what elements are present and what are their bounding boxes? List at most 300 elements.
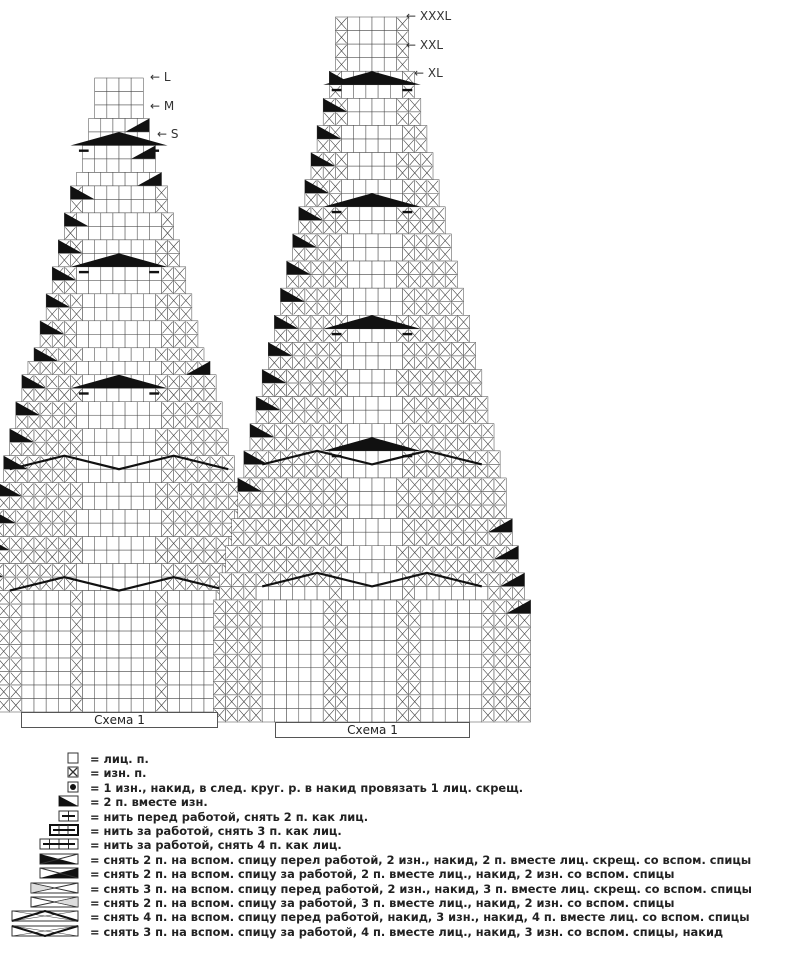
- knit-cell: [101, 523, 113, 536]
- purl-cell: [335, 559, 347, 573]
- size-label-xxxl: ← XXXL: [406, 9, 452, 23]
- purl-cell: [180, 375, 192, 388]
- purl-cell: [155, 591, 167, 604]
- cable-3-back-icon: [30, 896, 79, 908]
- knit-cell: [372, 424, 384, 438]
- purl-cell: [457, 315, 469, 329]
- purl-cell: [329, 410, 341, 424]
- purl-cell: [305, 193, 317, 207]
- knit-cell: [180, 591, 192, 604]
- size-label-s: ← S: [157, 127, 179, 141]
- purl-cell: [488, 464, 500, 478]
- purl-cell: [22, 442, 34, 455]
- knit-cell: [119, 496, 131, 509]
- knit-cell: [113, 415, 125, 428]
- knit-cell: [131, 483, 143, 496]
- knit-cell: [390, 125, 402, 139]
- purl-cell: [274, 546, 286, 560]
- purl-cell: [174, 334, 186, 347]
- knit-cell: [470, 695, 482, 709]
- purl-cell: [70, 618, 82, 631]
- knit-cell: [378, 410, 390, 424]
- knit-cell: [137, 523, 149, 536]
- knit-cell: [287, 627, 299, 641]
- knit-cell: [113, 267, 125, 280]
- purl-cell: [439, 519, 451, 533]
- purl-cell: [470, 370, 482, 384]
- purl-cell: [396, 478, 408, 492]
- legend-item: = лиц. п.: [0, 752, 800, 766]
- purl-cell: [16, 523, 28, 536]
- purl-cell: [28, 415, 40, 428]
- knit-cell: [360, 166, 372, 180]
- knit-cell: [421, 600, 433, 614]
- purl-cell: [403, 586, 415, 600]
- knit-cell: [384, 654, 396, 668]
- purl-cell: [396, 708, 408, 722]
- knit-cell: [299, 681, 311, 695]
- knit-cell: [390, 139, 402, 153]
- purl-cell: [494, 559, 506, 573]
- purl-cell: [439, 302, 451, 316]
- knit-cell: [384, 478, 396, 492]
- knit-cell: [77, 280, 89, 293]
- purl-cell: [317, 247, 329, 261]
- knit-cell: [83, 145, 95, 158]
- knit-cell: [348, 627, 360, 641]
- knit-cell: [46, 645, 58, 658]
- knit-cell: [149, 226, 161, 239]
- knit-cell: [341, 288, 353, 302]
- purl-cell: [46, 537, 58, 550]
- knit-cell: [274, 708, 286, 722]
- knit-cell: [137, 334, 149, 347]
- knit-cell: [372, 505, 384, 519]
- purl-cell: [155, 604, 167, 617]
- knit-cell: [192, 645, 204, 658]
- cable-4-back-icon: [11, 925, 79, 937]
- knit-cell: [83, 294, 95, 307]
- purl-cell: [52, 523, 64, 536]
- knit-cell: [360, 627, 372, 641]
- purl-cell: [323, 275, 335, 289]
- purl-cell: [445, 559, 457, 573]
- purl-cell: [421, 153, 433, 167]
- knit-cell: [341, 397, 353, 411]
- purl-cell: [161, 523, 173, 536]
- knit-cell: [107, 159, 119, 172]
- knit-cell: [372, 627, 384, 641]
- purl-cell: [293, 302, 305, 316]
- purl-cell: [70, 604, 82, 617]
- knit-cell: [95, 91, 107, 104]
- purl-cell: [268, 410, 280, 424]
- knit-cell: [77, 564, 89, 577]
- purl-cell: [506, 708, 518, 722]
- purl-cell: [433, 492, 445, 506]
- purl-cell: [22, 537, 34, 550]
- slip-mark: [149, 271, 159, 273]
- knit-cell: [83, 604, 95, 617]
- purl-cell: [415, 464, 427, 478]
- knit-cell: [119, 483, 131, 496]
- purl-cell: [403, 410, 415, 424]
- purl-cell: [58, 375, 70, 388]
- purl-cell: [226, 641, 238, 655]
- knit-cell: [287, 668, 299, 682]
- purl-cell: [238, 505, 250, 519]
- knit-cell: [366, 342, 378, 356]
- purl-cell: [329, 586, 341, 600]
- knit-cell: [476, 586, 488, 600]
- purl-cell: [40, 510, 52, 523]
- purl-cell: [464, 397, 476, 411]
- knit-cell: [384, 153, 396, 167]
- knit-cell: [95, 159, 107, 172]
- purl-cell: [335, 695, 347, 709]
- knit-cell: [445, 681, 457, 695]
- knit-cell: [192, 591, 204, 604]
- knit-cell: [421, 654, 433, 668]
- purl-cell: [409, 261, 421, 275]
- knit-cell: [366, 586, 378, 600]
- purl-cell: [421, 424, 433, 438]
- purl-cell: [213, 695, 225, 709]
- knit-cell: [34, 618, 46, 631]
- knit-cell: [341, 180, 353, 194]
- knit-cell: [89, 523, 101, 536]
- knit-cell: [107, 685, 119, 698]
- knit-cell: [149, 510, 161, 523]
- knit-cell: [256, 586, 268, 600]
- purl-cell: [335, 627, 347, 641]
- purl-cell: [415, 397, 427, 411]
- purl-cell: [155, 496, 167, 509]
- knit-cell: [470, 668, 482, 682]
- purl-cell: [274, 424, 286, 438]
- purl-cell: [305, 410, 317, 424]
- knit-cell: [137, 321, 149, 334]
- purl-cell: [421, 315, 433, 329]
- knit-cell: [299, 695, 311, 709]
- purl-cell: [421, 329, 433, 343]
- purl-cell: [470, 437, 482, 451]
- purl-cell: [329, 397, 341, 411]
- purl-cell: [70, 199, 82, 212]
- knit-cell: [83, 699, 95, 712]
- purl-cell: [64, 280, 76, 293]
- knit-cell: [366, 234, 378, 248]
- knit-cell: [149, 577, 161, 590]
- purl-cell: [403, 451, 415, 465]
- purl-cell: [311, 437, 323, 451]
- purl-cell: [210, 523, 222, 536]
- purl-cell: [186, 321, 198, 334]
- purl-cell: [427, 193, 439, 207]
- knit-cell: [22, 591, 34, 604]
- knit-cell: [131, 672, 143, 685]
- purl-cell: [335, 261, 347, 275]
- knit-cell: [125, 523, 137, 536]
- purl-cell: [0, 523, 4, 536]
- knit-cell: [46, 591, 58, 604]
- knit-cell: [95, 78, 107, 91]
- knit-cell: [113, 118, 125, 131]
- purl-cell: [482, 546, 494, 560]
- knit-cell: [119, 685, 131, 698]
- knit-cell: [457, 614, 469, 628]
- purl-cell: [186, 523, 198, 536]
- knit-cell: [101, 321, 113, 334]
- purl-cell: [287, 559, 299, 573]
- knit-cell: [384, 275, 396, 289]
- knit-cell: [149, 280, 161, 293]
- knit-cell: [46, 658, 58, 671]
- knit-cell: [89, 415, 101, 428]
- knit-cell: [101, 469, 113, 482]
- purl-cell: [256, 519, 268, 533]
- purl-cell: [198, 564, 210, 577]
- purl-cell: [323, 559, 335, 573]
- purl-cell: [28, 469, 40, 482]
- purl-cell: [317, 397, 329, 411]
- purl-cell: [250, 641, 262, 655]
- purl-cell: [433, 207, 445, 221]
- knit-cell: [125, 267, 137, 280]
- purl-cell: [494, 600, 506, 614]
- purl-cell: [421, 437, 433, 451]
- purl-cell: [70, 672, 82, 685]
- knit-cell: [378, 288, 390, 302]
- knit-cell: [77, 172, 89, 185]
- purl-cell: [488, 586, 500, 600]
- purl-cell: [335, 668, 347, 682]
- knit-cell: [274, 681, 286, 695]
- knit-cell: [311, 708, 323, 722]
- purl-cell: [293, 410, 305, 424]
- knit-cell: [445, 627, 457, 641]
- knit-cell: [372, 329, 384, 343]
- purl-cell: [274, 329, 286, 343]
- knit-cell: [348, 478, 360, 492]
- knit-cell: [107, 240, 119, 253]
- size-label-m: ← M: [150, 99, 175, 113]
- purl-cell: [494, 654, 506, 668]
- knit-cell: [421, 668, 433, 682]
- purl-cell: [10, 658, 22, 671]
- knit-cell: [192, 672, 204, 685]
- knit-cell: [360, 478, 372, 492]
- purl-cell: [451, 519, 463, 533]
- knit-cell: [341, 247, 353, 261]
- purl-cell: [335, 681, 347, 695]
- purl-cell: [323, 424, 335, 438]
- purl-cell: [262, 492, 274, 506]
- knit-cell: [143, 631, 155, 644]
- knit-cell: [95, 537, 107, 550]
- purl-cell: [70, 294, 82, 307]
- purl-cell: [457, 505, 469, 519]
- knit-cell: [372, 614, 384, 628]
- knit-cell: [384, 641, 396, 655]
- knit-cell: [384, 424, 396, 438]
- purl-cell: [299, 492, 311, 506]
- knit-cell: [125, 213, 137, 226]
- purl-cell: [494, 641, 506, 655]
- knit-cell: [180, 631, 192, 644]
- purl-cell: [52, 361, 64, 374]
- purl-cell: [415, 410, 427, 424]
- knit-cell: [348, 600, 360, 614]
- slip-mark: [79, 149, 89, 151]
- purl-cell: [335, 166, 347, 180]
- purl-cell: [10, 442, 22, 455]
- purl-cell: [427, 302, 439, 316]
- knit-cell: [22, 604, 34, 617]
- knit-cell: [366, 464, 378, 478]
- knit-cell: [433, 614, 445, 628]
- purl-cell: [293, 397, 305, 411]
- knit-cell: [360, 708, 372, 722]
- knit-cell: [354, 586, 366, 600]
- knit-cell: [131, 618, 143, 631]
- purl-cell: [305, 464, 317, 478]
- knit-cell: [341, 85, 353, 99]
- knit-cell: [137, 226, 149, 239]
- knit-cell: [101, 213, 113, 226]
- purl-cell: [518, 668, 530, 682]
- purl-cell: [323, 492, 335, 506]
- knit-cell: [262, 614, 274, 628]
- knit-cell: [77, 577, 89, 590]
- purl-cell: [403, 464, 415, 478]
- purl-cell: [482, 478, 494, 492]
- purl-cell: [0, 496, 10, 509]
- knit-cell: [113, 334, 125, 347]
- purl-cell: [250, 546, 262, 560]
- purl-cell: [64, 334, 76, 347]
- knit-cell: [83, 348, 95, 361]
- purl-cell: [506, 627, 518, 641]
- purl-cell: [40, 577, 52, 590]
- knit-cell: [354, 288, 366, 302]
- purl-cell: [439, 234, 451, 248]
- purl-cell: [280, 356, 292, 370]
- purl-cell: [403, 397, 415, 411]
- purl-cell: [168, 388, 180, 401]
- purl-cell: [250, 695, 262, 709]
- purl-cell: [216, 496, 228, 509]
- purl-cell: [323, 329, 335, 343]
- knit-cell: [348, 695, 360, 709]
- purl-cell: [274, 478, 286, 492]
- purl-cell: [506, 668, 518, 682]
- purl-cell: [335, 44, 347, 58]
- purl-cell: [439, 288, 451, 302]
- knit-cell: [360, 220, 372, 234]
- purl-cell: [403, 302, 415, 316]
- purl-cell: [299, 220, 311, 234]
- knit-cell: [89, 321, 101, 334]
- purl-cell: [482, 559, 494, 573]
- knit-cell: [378, 356, 390, 370]
- knit-cell: [311, 614, 323, 628]
- knit-cell: [131, 199, 143, 212]
- purl-cell: [155, 429, 167, 442]
- purl-cell: [161, 361, 173, 374]
- purl-cell: [238, 681, 250, 695]
- purl-cell: [213, 641, 225, 655]
- knit-cell: [274, 600, 286, 614]
- legend-item: = изн. п.: [0, 766, 800, 780]
- purl-cell: [274, 505, 286, 519]
- knit-cell: [119, 91, 131, 104]
- purl-cell: [409, 220, 421, 234]
- knit-cell: [348, 505, 360, 519]
- purl-cell: [155, 307, 167, 320]
- purl-cell: [445, 329, 457, 343]
- purl-cell: [222, 469, 234, 482]
- purl-cell: [226, 600, 238, 614]
- knit-cell: [457, 627, 469, 641]
- knit-cell: [131, 537, 143, 550]
- knit-cell: [113, 469, 125, 482]
- purl-cell: [409, 275, 421, 289]
- purl-cell: [155, 483, 167, 496]
- purl-cell: [311, 505, 323, 519]
- purl-cell: [238, 614, 250, 628]
- purl-cell: [28, 564, 40, 577]
- knit-cell: [149, 213, 161, 226]
- purl-cell: [396, 641, 408, 655]
- purl-cell: [439, 464, 451, 478]
- purl-cell: [192, 496, 204, 509]
- purl-cell: [16, 469, 28, 482]
- purl-cell: [52, 280, 64, 293]
- knit-cell: [143, 240, 155, 253]
- knit-cell: [143, 618, 155, 631]
- purl-cell: [451, 410, 463, 424]
- purl-cell: [317, 464, 329, 478]
- purl-cell: [335, 112, 347, 126]
- knit-cell: [445, 641, 457, 655]
- purl-cell: [161, 469, 173, 482]
- knit-cell: [390, 464, 402, 478]
- purl-cell: [488, 532, 500, 546]
- knit-cell: [287, 654, 299, 668]
- purl-cell: [16, 510, 28, 523]
- purl-cell: [421, 559, 433, 573]
- purl-cell: [299, 315, 311, 329]
- purl-cell: [64, 361, 76, 374]
- purl-cell: [299, 329, 311, 343]
- purl-cell: [64, 523, 76, 536]
- purl-cell: [219, 586, 231, 600]
- purl-cell: [40, 361, 52, 374]
- knit-cell: [372, 559, 384, 573]
- purl-cell: [174, 523, 186, 536]
- purl-cell: [244, 519, 256, 533]
- purl-cell: [323, 600, 335, 614]
- knit-cell: [299, 627, 311, 641]
- knit-cell: [192, 699, 204, 712]
- knit-cell: [143, 199, 155, 212]
- knit-cell: [107, 294, 119, 307]
- purl-cell: [329, 302, 341, 316]
- knit-cell: [360, 153, 372, 167]
- purl-cell: [335, 654, 347, 668]
- purl-cell: [293, 356, 305, 370]
